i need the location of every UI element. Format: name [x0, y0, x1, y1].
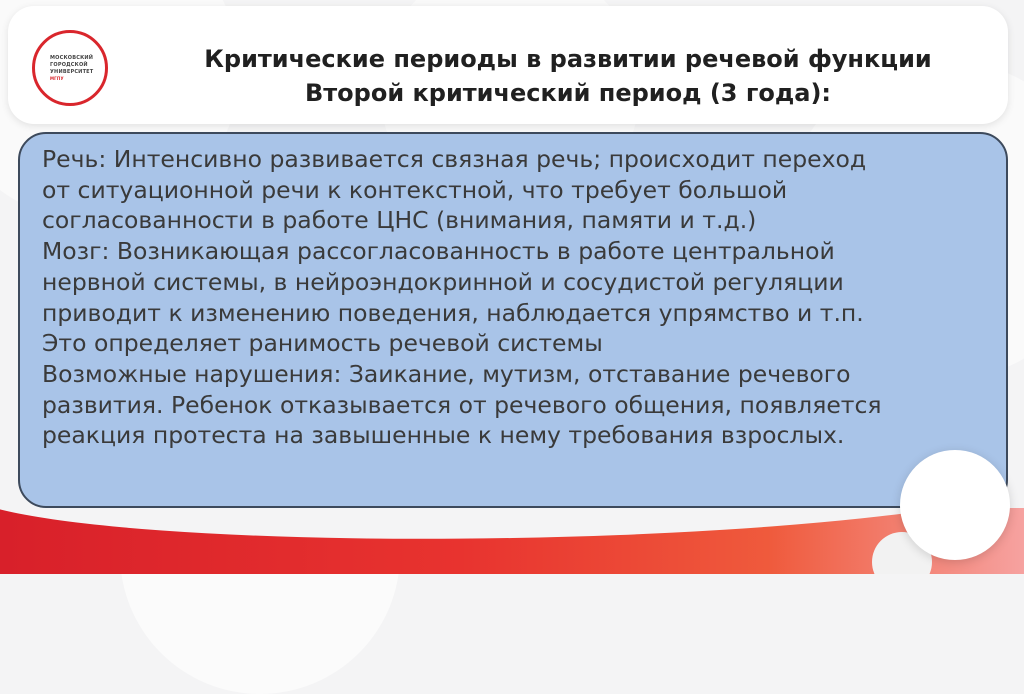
content-line: приводит к изменению поведения, наблюдается упрямство и т.п. [42, 298, 864, 327]
content-line: от ситуационной речи к контекстной, что требует большой [42, 175, 788, 204]
title-line-1: Критические периоды в развитии речевой функции [204, 45, 932, 73]
header-card [8, 6, 1008, 124]
content-line: Мозг: Возникающая рассогласованность в работе центральной [42, 237, 835, 266]
content-line: нервной системы, в нейроэндокринной и сосудистой регуляции [42, 267, 844, 296]
content-line: согласованности в работе ЦНС (внимания, памяти и т.д.) [42, 206, 757, 235]
content-line: Это определяет ранимость речевой системы [42, 329, 603, 358]
university-logo [32, 30, 108, 106]
logo-text-line: ГОРОДСКОЙ [50, 61, 88, 68]
content-text [42, 144, 992, 451]
footer-band [0, 508, 1024, 574]
content-line: Возможные нарушения: Заикание, мутизм, отставание речевого [42, 359, 851, 388]
content-line: реакция протеста на завышенные к нему требования взрослых. [42, 421, 845, 450]
content-line: развития. Ребенок отказывается от речевого общения, появляется [42, 390, 882, 419]
logo-text-line: УНИВЕРСИТЕТ [50, 68, 94, 75]
logo-text-line: МОСКОВСКИЙ [50, 54, 94, 61]
content-box [18, 132, 1008, 508]
footer-circle-decoration [900, 450, 1010, 560]
title-line-2: Второй критический период (3 года): [304, 79, 832, 107]
slide-title [118, 42, 1018, 110]
content-line: Речь: Интенсивно развивается связная речь; происходит переход [42, 145, 867, 173]
logo-text-line: МГПУ [50, 75, 64, 81]
